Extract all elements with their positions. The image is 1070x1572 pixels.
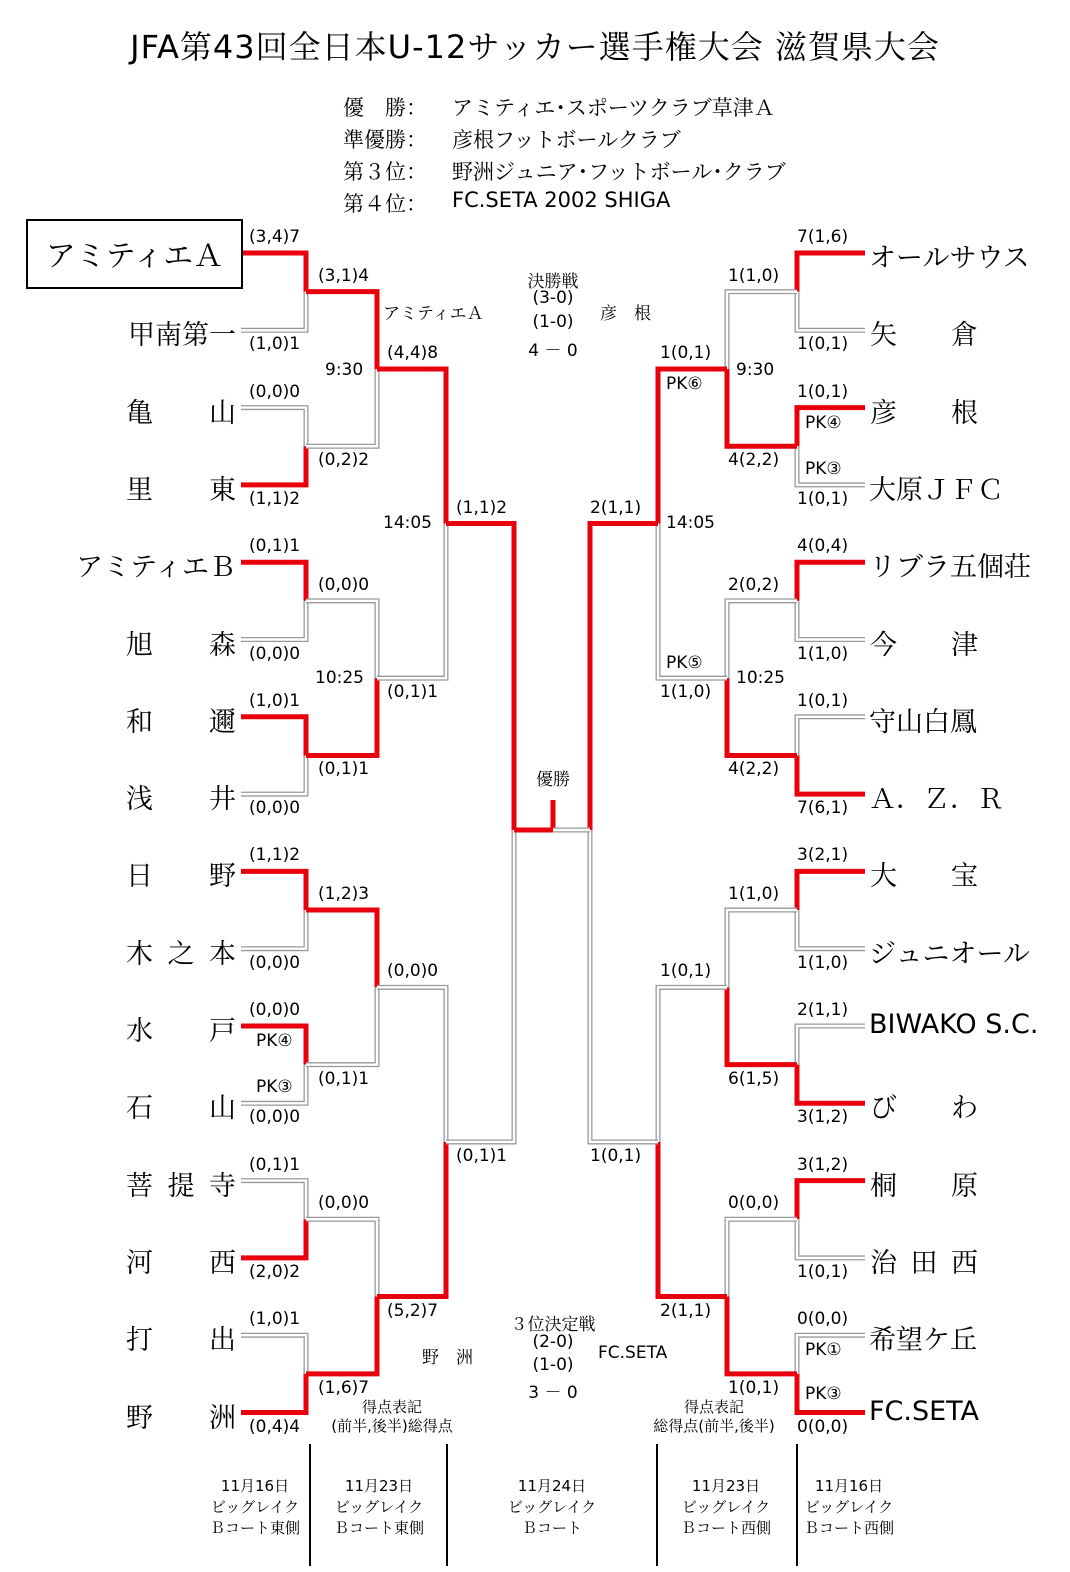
right-r2-line [727, 601, 797, 678]
right-r1-score: 0(0,0) [797, 1309, 849, 1330]
left-r1-score: (1,0)1 [249, 690, 301, 711]
third-place-right-team: FC.SETA [598, 1343, 668, 1363]
left-r2-line-inner [306, 987, 377, 1064]
third-place-half1: (2-0) [532, 1332, 574, 1352]
left-team-name: 和邇 [126, 706, 236, 738]
right-r1-line [797, 601, 865, 640]
left-r2-line-inner [306, 369, 377, 446]
right-team-name: ジュニオール [869, 938, 1030, 970]
result-label: 優 勝： [343, 96, 427, 120]
left-qf-line-inner [377, 524, 446, 679]
left-r2-score: (0,1)1 [318, 759, 370, 780]
pk-mark: PK⑥ [666, 374, 703, 394]
right-r1-line-inner [797, 1026, 865, 1065]
right-r1-score: 1(0,1) [797, 381, 849, 402]
right-r1-line-inner [797, 1219, 865, 1258]
time-left-qf-bot: 10:25 [315, 668, 364, 688]
left-r1-score: (0,0)0 [249, 1107, 301, 1128]
time-right-qf-top: 9:30 [736, 360, 775, 380]
right-r1-line [797, 1219, 865, 1258]
result-label: 準優勝： [343, 128, 427, 152]
right-r1-line [797, 1181, 865, 1220]
right-r1-score: 1(1,0) [797, 952, 849, 973]
left-r2-line-inner [306, 601, 377, 678]
right-r1-line [797, 1026, 865, 1065]
pk-mark: PK④ [805, 413, 842, 433]
right-r1-score: 3(1,2) [797, 1154, 849, 1175]
left-sf-line [446, 524, 514, 830]
left-r2-score: (0,0)0 [318, 574, 370, 595]
pk-mark: PK③ [256, 1077, 293, 1097]
pk-mark: PK① [805, 1340, 842, 1360]
right-r2-score: 1(1,0) [728, 884, 780, 905]
final-half2: (1-0) [532, 312, 574, 332]
result-label: 第３位： [343, 160, 427, 184]
right-r2-score: 6(1,5) [728, 1068, 780, 1089]
left-r1-line [241, 717, 306, 756]
right-sf-line [590, 830, 658, 1142]
right-r1-line [797, 562, 865, 601]
right-r2-line [727, 910, 797, 987]
left-r1-score: (0,0)0 [249, 381, 301, 402]
left-sf-score: (0,1)1 [456, 1145, 508, 1166]
left-qf-score: (0,1)1 [387, 682, 439, 703]
score-note-left: 得点表記 (前半,後半)総得点 [331, 1398, 453, 1435]
right-r1-score: 7(6,1) [797, 798, 849, 819]
right-r1-line-inner [797, 601, 865, 640]
left-r2-score: (3,1)4 [318, 265, 370, 286]
left-team-name: 水戸 [126, 1016, 236, 1047]
right-r2-line-inner [727, 1219, 797, 1296]
right-r2-line [727, 987, 797, 1064]
champion-label: 優勝 [536, 770, 570, 790]
right-r1-score: 0(0,0) [797, 1416, 849, 1437]
left-team-name: 菩提寺 [126, 1170, 236, 1202]
right-r2-score: 4(2,2) [728, 759, 780, 780]
left-r2-line [306, 292, 377, 369]
right-r1-line [797, 253, 865, 292]
right-r2-score: 0(0,0) [728, 1193, 780, 1214]
left-team-name: 野洲 [126, 1402, 236, 1434]
left-team-name: 打出 [126, 1325, 236, 1357]
right-r1-score: 1(1,0) [797, 643, 849, 664]
right-r2-line [727, 678, 797, 755]
left-r1-line-inner [241, 755, 306, 794]
pk-mark: PK④ [256, 1031, 293, 1051]
left-r1-line [241, 871, 306, 910]
time-right-sf: 14:05 [666, 513, 715, 533]
right-r1-line [797, 717, 865, 756]
right-r2-line [727, 1297, 797, 1374]
right-sf-score: 2(1,1) [590, 497, 642, 518]
right-r1-score: 1(0,1) [797, 690, 849, 711]
left-r1-line-inner [241, 408, 306, 447]
right-r2-line [727, 369, 797, 446]
third-place-half2: (1-0) [532, 1355, 574, 1375]
right-team-name: Ａ．Ｚ．Ｒ [869, 784, 1004, 816]
left-r1-line [241, 1181, 306, 1220]
left-team-name: 浅井 [126, 784, 236, 816]
left-r1-line [241, 562, 306, 601]
left-r1-score: (0,1)1 [249, 536, 301, 557]
left-qf-score: (5,2)7 [387, 1300, 439, 1321]
right-r2-line-inner [727, 292, 797, 369]
final-total: 4 － 0 [528, 341, 578, 361]
left-qf-score: (0,0)0 [387, 961, 439, 982]
left-r1-score: (1,0)1 [249, 334, 301, 355]
right-r1-score: 3(2,1) [797, 845, 849, 866]
right-sf-score: 1(0,1) [590, 1145, 642, 1166]
schedule-col: 11月23日 ビッグレイク Ｂコート東側 [333, 1477, 424, 1537]
final-left-team: アミティエＡ [383, 304, 484, 324]
result-team: 野洲ジュニア･フットボール･クラブ [452, 160, 786, 184]
left-r1-line [241, 408, 306, 447]
right-r1-score: 3(1,2) [797, 1107, 849, 1128]
left-r2-line [306, 987, 377, 1064]
right-r2-score: 2(0,2) [728, 574, 780, 595]
right-qf-score: 2(1,1) [660, 1300, 712, 1321]
left-r1-line [241, 292, 306, 331]
right-r2-line [727, 1219, 797, 1296]
right-r1-line-inner [797, 717, 865, 756]
right-team-name: 治田西 [870, 1247, 978, 1279]
right-qf-line [658, 987, 727, 1142]
right-team-name: 彦根 [870, 397, 978, 429]
right-r1-score: 4(0,4) [797, 536, 849, 557]
right-team-name: BIWAKO S.C. [869, 1009, 1039, 1040]
score-note-right: 得点表記 総得点(前半,後半) [653, 1398, 775, 1435]
schedule-col: 11月23日 ビッグレイク Ｂコート西側 [680, 1477, 771, 1537]
right-r1-line [797, 871, 865, 910]
left-r1-line [241, 446, 306, 485]
final-line [514, 800, 553, 830]
right-team-name: 大宝 [870, 861, 978, 893]
left-qf-line [377, 987, 446, 1142]
left-r1-line [241, 1219, 306, 1258]
right-team-name: 矢倉 [870, 320, 978, 352]
left-r1-line [241, 910, 306, 949]
left-r2-line [306, 678, 377, 755]
third-place-total: 3 － 0 [528, 1383, 578, 1403]
right-qf-score: 1(1,0) [660, 682, 712, 703]
right-sf-line-inner [590, 830, 658, 1142]
left-team-name: 甲南第一 [128, 320, 236, 352]
left-r2-line [306, 910, 377, 987]
left-qf-line [377, 1142, 446, 1297]
left-r1-line-inner [241, 1181, 306, 1220]
final-title: 決勝戦 [527, 272, 579, 292]
result-team: 彦根フットボールクラブ [452, 128, 681, 152]
result-label: 第４位： [343, 192, 427, 216]
right-r1-line [797, 292, 865, 331]
right-r1-line-inner [797, 910, 865, 949]
right-r2-score: 1(0,1) [728, 1377, 780, 1398]
right-qf-score: 1(0,1) [660, 961, 712, 982]
third-place-left-team: 野 洲 [422, 1348, 473, 1368]
right-qf-line [658, 1142, 727, 1297]
left-r1-score: (0,1)1 [249, 1154, 301, 1175]
right-r2-score: 1(1,0) [728, 265, 780, 286]
left-r1-score: (0,0)0 [249, 798, 301, 819]
left-r1-score: (2,0)2 [249, 1261, 301, 1282]
right-team-name: 守山白鳳 [869, 706, 977, 738]
pk-mark: PK⑤ [666, 653, 703, 673]
left-r2-line [306, 1297, 377, 1374]
right-r2-line [727, 292, 797, 369]
left-team-name: アミティエＢ [76, 552, 236, 584]
left-r2-score: (0,0)0 [318, 1193, 370, 1214]
right-r1-score: 1(0,1) [797, 334, 849, 355]
left-r1-score: (0,0)0 [249, 643, 301, 664]
left-sf-line [446, 830, 514, 1142]
pk-mark: PK③ [805, 1384, 842, 1404]
right-r1-score: 2(1,1) [797, 1000, 849, 1020]
left-r2-score: (1,2)3 [318, 884, 370, 905]
right-r1-line [797, 910, 865, 949]
left-team-name: アミティエＡ [26, 219, 243, 289]
pk-mark: PK③ [805, 459, 842, 479]
left-r1-score: (0,0)0 [249, 952, 301, 973]
right-team-name: 桐原 [870, 1170, 978, 1202]
left-qf-line [377, 369, 446, 524]
right-qf-line-inner [658, 987, 727, 1142]
right-qf-score: 1(0,1) [660, 342, 712, 363]
right-team-name: 大原ＪＦＣ [869, 474, 1004, 506]
right-r2-line-inner [727, 910, 797, 987]
schedule-col: 11月16日 ビッグレイク Ｂコート西側 [803, 1477, 894, 1537]
final-right-team: 彦 根 [600, 304, 651, 324]
left-sf-line-inner [446, 830, 514, 1142]
left-r2-score: (0,1)1 [318, 1068, 370, 1089]
schedule-col: 11月24日 ビッグレイク Ｂコート [507, 1477, 597, 1537]
left-r1-line-inner [241, 1335, 306, 1374]
time-left-sf: 14:05 [383, 513, 432, 533]
right-r1-score: 1(0,1) [797, 488, 849, 509]
left-r2-score: (0,2)2 [318, 450, 370, 471]
right-team-name: リブラ五個荘 [869, 552, 1031, 584]
left-sf-score: (1,1)2 [456, 497, 508, 518]
left-r1-score: (0,4)4 [249, 1416, 301, 1437]
right-r1-line [797, 755, 865, 794]
final-half1: (3-0) [532, 288, 574, 308]
right-r1-line-inner [797, 292, 865, 331]
page-title: JFA第43回全日本U-12サッカー選手権大会 滋賀県大会 [130, 28, 940, 66]
right-sf-line [590, 524, 658, 830]
left-r1-score: (1,0)1 [249, 1309, 301, 1330]
left-r1-line-inner [241, 601, 306, 640]
right-r1-line [797, 1065, 865, 1104]
left-r2-score: (1,6)7 [318, 1377, 370, 1398]
left-qf-line-inner [377, 987, 446, 1142]
left-team-name: 河西 [126, 1247, 236, 1279]
left-r1-score: (1,1)2 [249, 488, 301, 509]
left-qf-line [377, 524, 446, 679]
left-r1-line-inner [241, 910, 306, 949]
right-team-name: 希望ケ丘 [869, 1325, 977, 1357]
right-team-name: 今津 [870, 629, 978, 661]
schedule-col: 11月16日 ビッグレイク Ｂコート東側 [209, 1477, 300, 1537]
left-r1-line [241, 1335, 306, 1374]
left-r1-line [241, 253, 306, 292]
left-team-name: 石山 [126, 1093, 236, 1125]
right-team-name: びわ [870, 1093, 978, 1125]
left-team-name: 旭森 [126, 629, 236, 661]
result-team: アミティエ･スポーツクラブ草津Ａ [452, 96, 775, 120]
right-team-name: オールサウス [869, 243, 1030, 274]
left-r1-line [241, 601, 306, 640]
result-team: FC.SETA 2002 SHIGA [452, 188, 671, 212]
left-r1-score: (1,1)2 [249, 845, 301, 866]
right-r2-score: 4(2,2) [728, 450, 780, 471]
left-team-name: 亀山 [126, 397, 236, 429]
left-team-name: 木之本 [126, 938, 236, 970]
right-r1-score: 1(0,1) [797, 1261, 849, 1282]
left-team-name: 日野 [126, 861, 236, 893]
left-team-name: 里東 [126, 474, 236, 506]
right-r2-line-inner [727, 601, 797, 678]
left-r1-line [241, 755, 306, 794]
right-team-name: FC.SETA [869, 1395, 980, 1427]
left-r2-line [306, 1219, 377, 1296]
left-r2-line [306, 601, 377, 678]
left-r2-line-inner [306, 1219, 377, 1296]
left-r1-score: (0,0)0 [249, 1000, 301, 1020]
left-r2-line [306, 369, 377, 446]
left-r1-line-inner [241, 292, 306, 331]
time-right-qf-bot: 10:25 [736, 668, 785, 688]
left-r1-line [241, 1374, 306, 1413]
right-r1-score: 7(1,6) [797, 227, 849, 247]
left-r1-score: (3,4)7 [249, 227, 301, 247]
time-left-qf-top: 9:30 [325, 360, 364, 380]
third-place-title: ３位決定戦 [510, 1315, 596, 1335]
left-qf-score: (4,4)8 [387, 342, 439, 363]
